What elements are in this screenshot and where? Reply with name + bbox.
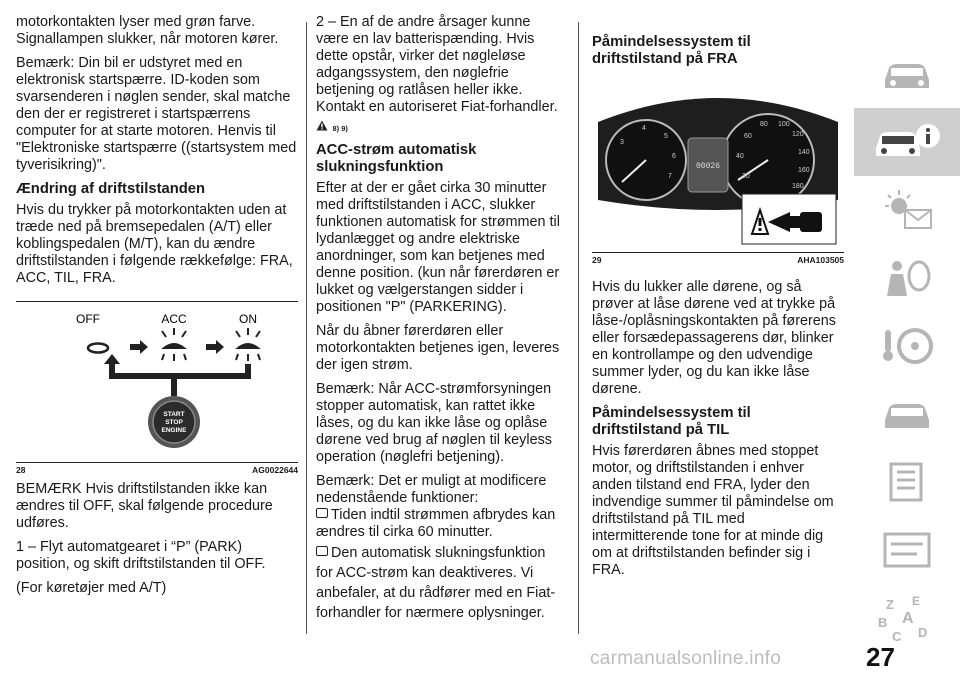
index-icon [872,593,942,643]
svg-text:4: 4 [642,125,646,132]
svg-text:6: 6 [672,153,676,160]
figure-caption [16,465,298,475]
paragraph: Bemærk: Det er muligt at modificere nedenstående funktioner: [316,473,547,506]
sidebar-tile-tech-data[interactable] [854,516,960,585]
service-car-icon [877,460,937,504]
paragraph: Efter at der er gået cirka 30 minutter med driftstilstanden i ACC, slukker funktionen automatisk for strømmen til lydanlægget og andre elektriske anordninger, som kan betjenes med denne position. (kun når førerdøren er lukket og vælgerstangen sidder i positionen "P" (PARKERING). [316,180,560,315]
sidebar-tile-car-info[interactable] [854,108,960,177]
figure-29 [592,82,844,253]
sidebar-tile-safety[interactable] [854,244,960,313]
car-breakdown-icon [877,392,937,436]
column-divider [578,22,579,634]
arrow-right-icon [206,340,224,354]
technical-data-icon [877,528,937,572]
label-on: ON [239,312,257,326]
svg-text:120: 120 [792,131,804,138]
warning-triangle-icon [316,120,328,131]
svg-text:C: C [892,629,902,643]
sidebar-tile-maintenance[interactable] [854,448,960,517]
paragraph: Bemærk: Din bil er udstyret med en elektronisk startspærre. ID-koden som svarsenderen i nøglen sender, skal matche den der er registreret i startspærrens computer for at starte motoren. Henvis til "Elektroniske startspærre ((startsystem med tyverisikring)". [16,55,297,173]
svg-text:START: START [163,411,185,418]
paragraph: 2 – En af de andre årsager kunne være en lav batterispænding. Hvis dette opstår, virker det nøgleløse adgangssystem, den nøglefrie betjening og ratlåsen heller ikke. Kontakt en autoriseret Fiat-forhandler. [316,14,558,115]
svg-text:D: D [918,625,928,640]
section-heading: Påmindelsessystem til driftstilstand på FRA [592,34,751,67]
figure-caption [592,255,844,265]
paragraph: (For køretøjer med A/T) [16,580,167,596]
svg-text:ENGINE: ENGINE [161,427,187,434]
svg-text:E: E [912,594,921,608]
airbag-icon [877,256,937,300]
svg-text:60: 60 [744,133,752,140]
dashboard-lights-icon [877,188,937,232]
figure-code: AG0022644 [252,465,298,475]
svg-text:7: 7 [668,173,672,180]
checkbox-bullet-icon [316,508,328,518]
sidebar-tile-emergency[interactable] [854,380,960,449]
arrow-up-icon [104,354,120,364]
section-heading: Påmindelsessystem til driftstilstand på TIL [592,405,751,438]
ignition-mode-diagram [16,302,298,462]
watermark: carmanualsonline.info [590,648,782,669]
paragraph: Hvis du trykker på motorkontakten uden at træde ned på bremsepedalen (A/T) eller koblingspedalen (M/T), kan du ændre driftstilstanden i følgende rækkefølge: FRA, ACC, TIL, FRA. [16,202,293,286]
svg-text:40: 40 [736,153,744,160]
paragraph: Når du åbner førerdøren eller motorkontakten betjenes igen, leveres der igen strøm. [316,323,560,373]
svg-text:STOP: STOP [165,419,183,426]
svg-text:140: 140 [798,149,810,156]
acc-lamp-icon [162,328,186,361]
off-lamp-icon [88,344,108,353]
svg-text:160: 160 [798,167,810,174]
label-off: OFF [76,312,100,326]
sidebar-tile-lights[interactable] [854,176,960,245]
section-heading: ACC-strøm automatisk slukningsfunktion [316,142,477,175]
chapter-sidebar [854,12,960,643]
checkbox-bullet-icon [316,546,328,556]
paragraph: Hvis du lukker alle dørene, og så prøver at låse dørene ved at trykke på låse-/oplåsningskontakten på førerens eller forsædepassagerens dør, blinker en kontrollampe og den udvendige summer lyder, og du kan ikke låse dørene. [592,279,836,397]
label-acc: ACC [161,312,187,326]
car-front-icon [877,56,937,92]
svg-text:Z: Z [886,597,894,612]
paragraph: Hvis førerdøren åbnes med stoppet motor, og driftstilstanden i enhver anden tilstand end FRA, lyder den indvendige summer til påmindelse om driftstilstand på TIL med intermitterende tone for at minde dig om at driftstilstanden befinder sig i FRA. [592,443,834,578]
svg-text:B: B [878,615,888,630]
page-number: 27 [866,642,895,672]
svg-text:20: 20 [742,173,750,180]
reference-numbers: 8) 9) [332,124,348,133]
paragraph: motorkontakten lyser med grøn farve. Signallampen slukker, når motoren kører. [16,14,279,47]
warning-reference [316,118,566,136]
key-icon [800,212,822,232]
figure-number: 29 [592,255,602,265]
list-item: Den automatisk slukningsfunktion for ACC-strøm kan deaktiveres. Vi anbefaler, at du rådfører med en Fiat-forhandler for nærmere oplysninger. [316,545,556,621]
svg-text:180: 180 [792,183,804,190]
arrow-right-icon [130,340,148,354]
paragraph: 1 – Flyt automatgearet i “P” (PARK) position, og skift driftstilstanden til OFF. [16,539,266,572]
svg-text:5: 5 [664,133,668,140]
svg-text:00026: 00026 [695,162,721,171]
figure-number: 28 [16,465,26,475]
sidebar-tile-car[interactable] [854,40,960,109]
instrument-cluster-image [592,82,844,252]
svg-text:A: A [902,610,914,627]
column-1 [16,14,298,604]
column-2 [316,14,566,630]
section-heading: Ændring af driftstilstanden [16,181,206,197]
figure-28 [16,301,298,463]
svg-text:100: 100 [778,121,790,128]
figure-code: AHA103505 [797,255,844,265]
on-lamp-icon [236,328,260,361]
steering-wheel-icon [877,324,937,368]
return-arrow-line [112,362,248,376]
paragraph: BEMÆRK Hvis driftstilstanden ikke kan ændres til OFF, skal følgende procedure udføres. [16,481,273,531]
sidebar-tile-starting[interactable] [854,312,960,381]
svg-text:3: 3 [620,139,624,146]
car-info-icon [872,122,942,162]
paragraph: Bemærk: Når ACC-strømforsyningen stopper automatisk, kan rattet ikke låses, og du kan ikke låse og oplåse dørene ved brug af nøglen til keyless operation (nøglefri betjening). [316,381,552,465]
column-3 [592,14,844,586]
column-divider [306,22,307,634]
svg-text:80: 80 [760,121,768,128]
list-item: Tiden indtil strømmen afbrydes kan ændres til cirka 60 minutter. [316,507,556,540]
